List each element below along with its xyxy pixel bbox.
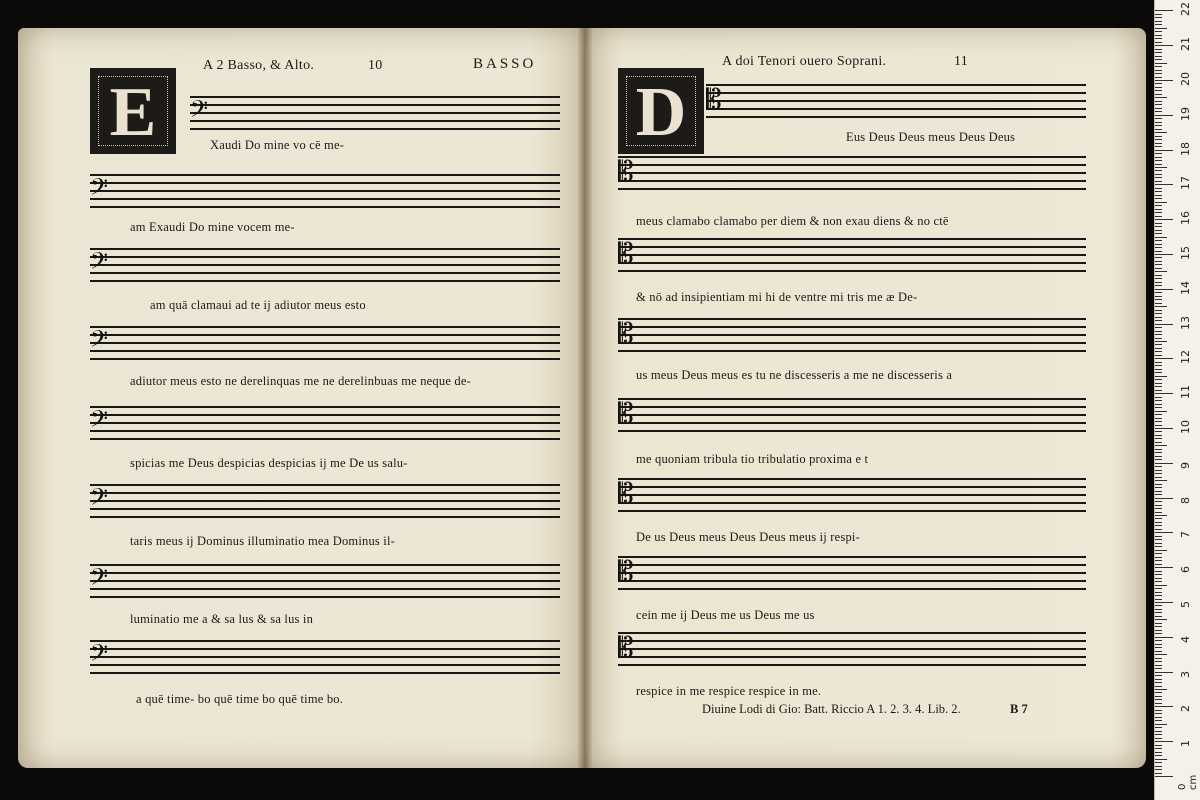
- ruler-tick: [1155, 70, 1162, 71]
- ruler-tick: [1155, 94, 1162, 95]
- ruler-tick: [1155, 348, 1162, 349]
- ruler-tick: [1155, 539, 1162, 540]
- ruler-tick: [1155, 10, 1173, 11]
- music-staff: 𝄢: [90, 326, 560, 360]
- ruler-tick: [1155, 212, 1162, 213]
- ruler-tick: [1155, 369, 1162, 370]
- ruler-tick: [1155, 14, 1162, 15]
- ruler-tick: [1155, 525, 1162, 526]
- lyric-line: & nō ad insipientiam mi hi de ventre mi tris me æ De-: [636, 290, 918, 304]
- ruler-label: 21: [1179, 37, 1192, 52]
- music-staff: 𝄡: [618, 556, 1086, 590]
- ruler-tick: [1155, 150, 1173, 151]
- ruler-tick: [1155, 49, 1162, 50]
- ruler-label: 20: [1179, 72, 1192, 86]
- music-staff: 𝄡: [618, 318, 1086, 352]
- ruler-tick: [1155, 157, 1162, 158]
- ruler-tick: [1155, 115, 1173, 116]
- lyric-line: am Exaudi Do mine vocem me-: [130, 220, 295, 234]
- ruler-tick: [1155, 745, 1162, 746]
- ruler-tick: [1155, 31, 1162, 32]
- ruler-tick: [1155, 191, 1162, 192]
- ruler-tick: [1155, 425, 1162, 426]
- ruler-tick: [1155, 282, 1162, 283]
- music-staff: 𝄡: [618, 156, 1086, 190]
- ruler-tick: [1155, 28, 1167, 29]
- ruler-tick: [1155, 738, 1162, 739]
- ruler-tick: [1155, 647, 1162, 648]
- ruler-tick: [1155, 491, 1162, 492]
- ruler-tick: [1155, 66, 1162, 67]
- music-staff: 𝄢: [90, 484, 560, 518]
- left-header-voices: A 2 Basso, & Alto.: [203, 58, 315, 73]
- ruler-tick: [1155, 35, 1162, 36]
- ruler-tick: [1155, 24, 1162, 25]
- ruler-tick: [1155, 661, 1162, 662]
- ruler-tick: [1155, 668, 1162, 669]
- ruler-tick: [1155, 101, 1162, 102]
- ruler-tick: [1155, 104, 1162, 105]
- ruler-tick: [1155, 720, 1162, 721]
- ruler-tick: [1155, 686, 1162, 687]
- decorated-initial-d: D: [618, 68, 704, 154]
- ruler-tick: [1155, 546, 1162, 547]
- ruler-label: 6: [1179, 566, 1192, 574]
- ruler-tick: [1155, 237, 1167, 238]
- ruler-tick: [1155, 56, 1162, 57]
- ruler-tick: [1155, 21, 1162, 22]
- ruler-label: 13: [1179, 315, 1192, 330]
- ruler-tick: [1155, 595, 1162, 596]
- ruler-tick: [1155, 313, 1162, 314]
- ruler-tick: [1155, 619, 1167, 620]
- ruler-tick: [1155, 445, 1167, 446]
- ruler-tick: [1155, 285, 1162, 286]
- ruler-tick: [1155, 623, 1162, 624]
- ruler-tick: [1155, 292, 1162, 293]
- ruler-tick: [1155, 710, 1162, 711]
- open-book: [18, 28, 1146, 776]
- ruler-tick: [1155, 111, 1162, 112]
- ruler-tick: [1155, 177, 1162, 178]
- ruler-label: 3: [1179, 670, 1192, 678]
- ruler-label: 2: [1179, 705, 1192, 713]
- book-gutter: [578, 28, 592, 768]
- ruler-tick: [1155, 665, 1162, 666]
- ruler-tick: [1155, 153, 1162, 154]
- lyric-line: cein me ij Deus me us Deus me us: [636, 608, 815, 622]
- ruler-tick: [1155, 83, 1162, 84]
- ruler-tick: [1155, 466, 1162, 467]
- ruler-tick: [1155, 160, 1162, 161]
- music-staff: 𝄢: [90, 640, 560, 674]
- lyric-line: me quoniam tribula tio tribulatio proxima e t: [636, 452, 869, 466]
- ruler-tick: [1155, 522, 1162, 523]
- ruler-tick: [1155, 181, 1162, 182]
- ruler-tick: [1155, 306, 1167, 307]
- ruler-tick: [1155, 494, 1162, 495]
- lyric-line: Xaudi Do mine vo cē me-: [210, 138, 345, 152]
- ruler-tick: [1155, 703, 1162, 704]
- ruler-label: 9: [1179, 461, 1192, 469]
- ruler-label: 19: [1179, 106, 1192, 121]
- ruler-tick: [1155, 132, 1167, 133]
- ruler-tick: [1155, 90, 1162, 91]
- ruler-tick: [1155, 727, 1162, 728]
- ruler-tick: [1155, 320, 1162, 321]
- ruler-tick: [1155, 644, 1162, 645]
- ruler-tick: [1155, 724, 1167, 725]
- ruler-tick: [1155, 553, 1162, 554]
- ruler-tick: [1155, 414, 1162, 415]
- ruler-tick: [1155, 264, 1162, 265]
- ruler-tick: [1155, 456, 1162, 457]
- ruler-tick: [1155, 247, 1162, 248]
- ruler-tick: [1155, 411, 1167, 412]
- ruler-tick: [1155, 766, 1162, 767]
- ruler-tick: [1155, 550, 1167, 551]
- ruler-tick: [1155, 463, 1173, 464]
- ruler-tick: [1155, 529, 1162, 530]
- ruler-tick: [1155, 195, 1162, 196]
- ruler-tick: [1155, 174, 1162, 175]
- ruler-tick: [1155, 240, 1162, 241]
- lyric-line: luminatio me a & sa lus & sa lus in: [130, 612, 314, 626]
- ruler-tick: [1155, 38, 1162, 39]
- ruler-tick: [1155, 505, 1162, 506]
- ruler-tick: [1155, 45, 1173, 46]
- ruler-tick: [1155, 209, 1162, 210]
- ruler-tick: [1155, 122, 1162, 123]
- ruler-tick: [1155, 640, 1162, 641]
- ruler-tick: [1155, 637, 1173, 638]
- ruler-tick: [1155, 87, 1162, 88]
- ruler-tick: [1155, 73, 1162, 74]
- ruler-tick: [1155, 390, 1162, 391]
- ruler-tick: [1155, 334, 1162, 335]
- music-staff: 𝄡: [618, 478, 1086, 512]
- ruler-tick: [1155, 63, 1167, 64]
- ruler-tick: [1155, 365, 1162, 366]
- ruler-tick: [1155, 706, 1173, 707]
- ruler-tick: [1155, 773, 1162, 774]
- right-page-number: 11: [954, 54, 969, 69]
- ruler-tick: [1155, 612, 1162, 613]
- ruler-tick: [1155, 226, 1162, 227]
- ruler-tick: [1155, 341, 1167, 342]
- ruler-tick: [1155, 136, 1162, 137]
- ruler-tick: [1155, 219, 1173, 220]
- ruler-tick: [1155, 383, 1162, 384]
- decorated-initial-e: E: [90, 68, 176, 154]
- ruler-tick: [1155, 480, 1167, 481]
- ruler-label: 1: [1179, 740, 1192, 748]
- ruler-tick: [1155, 202, 1167, 203]
- lyric-line: spicias me Deus despicias despicias ij me De us salu-: [130, 456, 408, 470]
- ruler-tick: [1155, 216, 1162, 217]
- ruler-label: 10: [1179, 420, 1192, 434]
- ruler-tick: [1155, 271, 1167, 272]
- ruler-tick: [1155, 164, 1162, 165]
- ruler-tick: [1155, 230, 1162, 231]
- ruler-tick: [1155, 80, 1173, 81]
- left-header-part: BASSO: [473, 56, 537, 72]
- lyric-line: am quā clamaui ad te ij adiutor meus esto: [150, 298, 366, 312]
- ruler-tick: [1155, 143, 1162, 144]
- ruler-tick: [1155, 146, 1162, 147]
- lyric-line: a quē time- bo quē time bo quē time bo.: [136, 692, 344, 706]
- ruler-tick: [1155, 487, 1162, 488]
- ruler-tick: [1155, 689, 1167, 690]
- ruler-tick: [1155, 118, 1162, 119]
- ruler-label: 15: [1179, 246, 1192, 260]
- ruler-tick: [1155, 379, 1162, 380]
- ruler-tick: [1155, 717, 1162, 718]
- ruler-tick: [1155, 372, 1162, 373]
- ruler-tick: [1155, 741, 1173, 742]
- ruler-tick: [1155, 581, 1162, 582]
- ruler-tick: [1155, 501, 1162, 502]
- ruler-tick: [1155, 393, 1173, 394]
- ruler-tick: [1155, 776, 1173, 777]
- ruler-tick: [1155, 755, 1162, 756]
- ruler-tick: [1155, 536, 1162, 537]
- music-staff: 𝄢: [90, 406, 560, 440]
- ruler-tick: [1155, 498, 1173, 499]
- ruler-tick: [1155, 223, 1162, 224]
- ruler-tick: [1155, 310, 1162, 311]
- ruler-tick: [1155, 355, 1162, 356]
- ruler-tick: [1155, 254, 1173, 255]
- ruler-tick: [1155, 696, 1162, 697]
- ruler-tick: [1155, 139, 1162, 140]
- ruler-tick: [1155, 435, 1162, 436]
- ruler-tick: [1155, 170, 1162, 171]
- ruler-tick: [1155, 508, 1162, 509]
- music-staff: 𝄢: [90, 174, 560, 208]
- ruler-tick: [1155, 251, 1162, 252]
- ruler-tick: [1155, 97, 1167, 98]
- ruler-tick: [1155, 324, 1173, 325]
- ruler-tick: [1155, 585, 1167, 586]
- ruler-tick: [1155, 331, 1162, 332]
- ruler-tick: [1155, 431, 1162, 432]
- ruler-tick: [1155, 616, 1162, 617]
- ruler-tick: [1155, 748, 1162, 749]
- ruler-tick: [1155, 108, 1162, 109]
- music-staff: 𝄡: [618, 398, 1086, 432]
- music-staff: 𝄡: [618, 238, 1086, 272]
- ruler-tick: [1155, 167, 1167, 168]
- ruler-tick: [1155, 672, 1173, 673]
- ruler-tick: [1155, 654, 1167, 655]
- ruler-tick: [1155, 605, 1162, 606]
- ruler-tick: [1155, 532, 1173, 533]
- ruler-tick: [1155, 17, 1162, 18]
- ruler-tick: [1155, 428, 1173, 429]
- ruler-tick: [1155, 299, 1162, 300]
- ruler-tick: [1155, 278, 1162, 279]
- ruler-tick: [1155, 543, 1162, 544]
- ruler-tick: [1155, 470, 1162, 471]
- ruler-tick: [1155, 692, 1162, 693]
- ruler-tick: [1155, 184, 1173, 185]
- ruler-tick: [1155, 404, 1162, 405]
- ruler-tick: [1155, 512, 1162, 513]
- lyric-line: respice in me respice respice in me.: [636, 684, 822, 698]
- music-staff: 𝄢: [190, 96, 560, 130]
- ruler-label: 5: [1179, 601, 1192, 608]
- ruler-tick: [1155, 515, 1167, 516]
- ruler-label: 16: [1179, 211, 1192, 226]
- ruler-tick: [1155, 459, 1162, 460]
- music-staff: 𝄡: [706, 84, 1086, 118]
- ruler-label: 4: [1179, 635, 1192, 643]
- ruler-tick: [1155, 52, 1162, 53]
- ruler-tick: [1155, 442, 1162, 443]
- ruler-tick: [1155, 303, 1162, 304]
- lyric-line: us meus Deus meus es tu ne discesseris a me ne discesseris a: [636, 368, 953, 382]
- ruler-tick: [1155, 752, 1162, 753]
- ruler-tick: [1155, 233, 1162, 234]
- ruler-tick: [1155, 362, 1162, 363]
- ruler-tick: [1155, 407, 1162, 408]
- ruler-label: 7: [1179, 531, 1192, 539]
- ruler-tick: [1155, 734, 1162, 735]
- ruler-tick: [1155, 386, 1162, 387]
- ruler-tick: [1155, 244, 1162, 245]
- ruler-tick: [1155, 574, 1162, 575]
- ruler-tick: [1155, 188, 1162, 189]
- ruler-tick: [1155, 351, 1162, 352]
- ruler-tick: [1155, 438, 1162, 439]
- ruler-tick: [1155, 198, 1162, 199]
- ruler-label: 12: [1179, 350, 1192, 365]
- ruler-tick: [1155, 560, 1162, 561]
- ruler-tick: [1155, 675, 1162, 676]
- ruler-tick: [1155, 125, 1162, 126]
- ruler-tick: [1155, 317, 1162, 318]
- ruler-tick: [1155, 261, 1162, 262]
- ruler-tick: [1155, 626, 1162, 627]
- ruler-tick: [1155, 129, 1162, 130]
- ruler-tick: [1155, 473, 1162, 474]
- ruler-tick: [1155, 759, 1167, 760]
- ruler-tick: [1155, 633, 1162, 634]
- left-page-number: 10: [368, 58, 383, 73]
- ruler-tick: [1155, 358, 1173, 359]
- signature-mark: B 7: [1010, 702, 1028, 716]
- ruler-tick: [1155, 376, 1167, 377]
- ruler-tick: [1155, 205, 1162, 206]
- ruler-tick: [1155, 289, 1173, 290]
- ruler-tick: [1155, 397, 1162, 398]
- ruler-tick: [1155, 400, 1162, 401]
- ruler-tick: [1155, 571, 1162, 572]
- music-staff: 𝄡: [618, 632, 1086, 666]
- ruler-label: 17: [1179, 176, 1192, 191]
- ruler-tick: [1155, 762, 1162, 763]
- ruler-tick: [1155, 713, 1162, 714]
- page-footer: Diuine Lodi di Gio: Batt. Riccio A 1. 2. 3. 4. Lib. 2.: [702, 702, 961, 716]
- lyric-line: adiutor meus esto ne derelinquas me ne derelinbuas me neque de-: [130, 374, 471, 388]
- ruler-tick: [1155, 599, 1162, 600]
- music-staff: 𝄢: [90, 564, 560, 598]
- ruler-tick: [1155, 588, 1162, 589]
- lyric-line: meus clamabo clamabo per diem & non exau diens & no ctē: [636, 214, 949, 228]
- ruler-tick: [1155, 296, 1162, 297]
- ruler-label: 8: [1179, 496, 1192, 504]
- left-page: [18, 28, 586, 768]
- ruler-tick: [1155, 257, 1162, 258]
- ruler-tick: [1155, 59, 1162, 60]
- ruler-tick: [1155, 77, 1162, 78]
- ruler-tick: [1155, 518, 1162, 519]
- ruler-tick: [1155, 449, 1162, 450]
- ruler-tick: [1155, 578, 1162, 579]
- ruler-tick: [1155, 567, 1173, 568]
- ruler-tick: [1155, 630, 1162, 631]
- ruler-tick: [1155, 592, 1162, 593]
- ruler-tick: [1155, 699, 1162, 700]
- ruler-tick: [1155, 338, 1162, 339]
- ruler-tick: [1155, 421, 1162, 422]
- ruler-unit: 0 cm: [1177, 774, 1199, 790]
- ruler-label: 11: [1179, 385, 1192, 400]
- ruler-tick: [1155, 731, 1162, 732]
- measuring-ruler: [1154, 0, 1200, 800]
- ruler-tick: [1155, 602, 1173, 603]
- ruler-tick: [1155, 682, 1162, 683]
- ruler-tick: [1155, 275, 1162, 276]
- ruler-tick: [1155, 651, 1162, 652]
- lyric-line: Eus Deus Deus meus Deus Deus: [846, 130, 1016, 144]
- ruler-tick: [1155, 769, 1162, 770]
- ruler-tick: [1155, 452, 1162, 453]
- ruler-tick: [1155, 42, 1162, 43]
- ruler-tick: [1155, 418, 1162, 419]
- ruler-tick: [1155, 658, 1162, 659]
- ruler-label: 14: [1179, 280, 1192, 295]
- music-staff: 𝄢: [90, 248, 560, 282]
- lyric-line: taris meus ij Dominus illuminatio mea Dominus il-: [130, 534, 395, 548]
- ruler-tick: [1155, 268, 1162, 269]
- ruler-label: 22: [1179, 2, 1192, 17]
- ruler-tick: [1155, 484, 1162, 485]
- ruler-tick: [1155, 564, 1162, 565]
- ruler-tick: [1155, 477, 1162, 478]
- ruler-label: 18: [1179, 141, 1192, 156]
- ruler-tick: [1155, 327, 1162, 328]
- ruler-tick: [1155, 679, 1162, 680]
- lyric-line: De us Deus meus Deus Deus meus ij respi-: [636, 530, 860, 544]
- right-page: [584, 28, 1146, 768]
- right-header-voices: A doi Tenori ouero Soprani.: [722, 54, 887, 69]
- ruler-tick: [1155, 557, 1162, 558]
- ruler-tick: [1155, 609, 1162, 610]
- ruler-tick: [1155, 344, 1162, 345]
